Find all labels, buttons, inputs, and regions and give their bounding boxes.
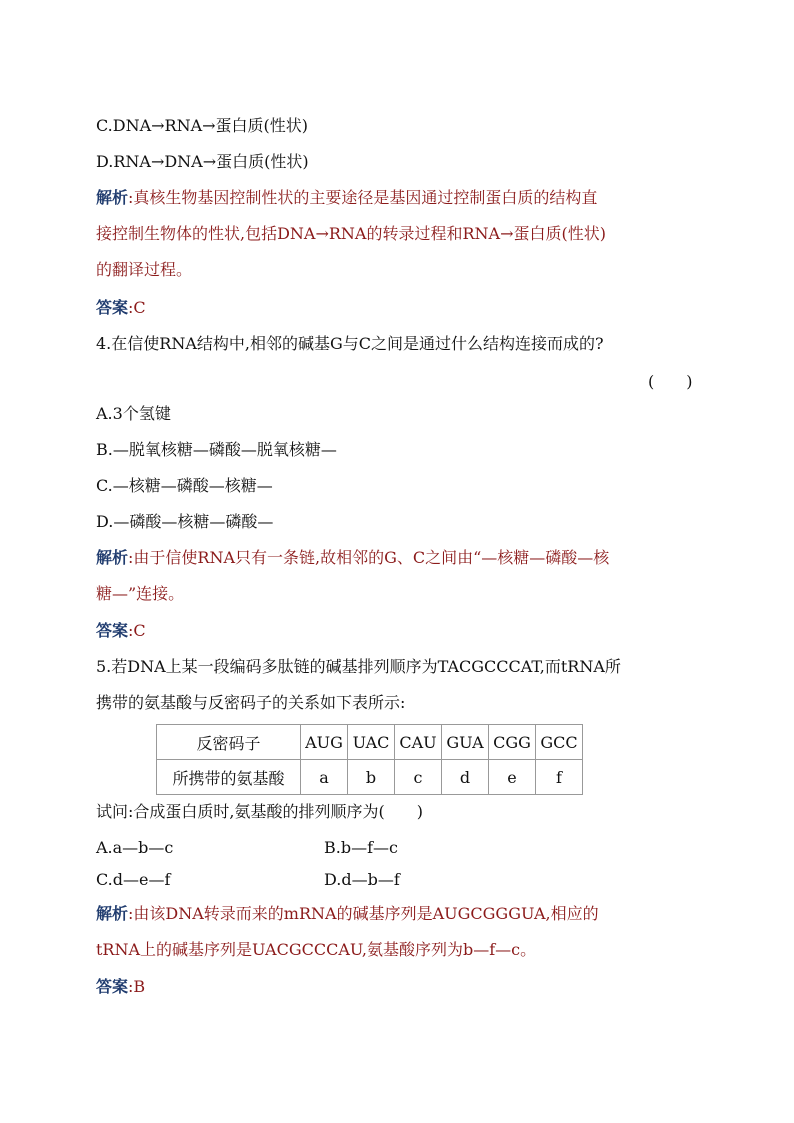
q5-analysis-line1 xyxy=(96,903,599,925)
anticodon-cell: CGG xyxy=(489,725,536,760)
anticodon-cell: UAC xyxy=(348,725,395,760)
answer-label: 答案 xyxy=(96,298,129,317)
amino-acid-cell: d xyxy=(442,760,489,795)
q5-option-b: B.b—f—c xyxy=(324,838,398,857)
answer-value: :B xyxy=(128,977,146,996)
answer-label: 答案 xyxy=(96,621,129,640)
q5-analysis-line2: tRNA上的碱基序列是UACGCCCAU,氨基酸序列为b—f—c。 xyxy=(96,940,537,959)
q4-option-c: C.—核糖—磷酸—核糖— xyxy=(96,476,273,495)
answer-label: 答案 xyxy=(96,977,129,996)
q3-analysis-line2: 接控制生物体的性状,包括DNA→RNA的转录过程和RNA→蛋白质(性状) xyxy=(96,224,606,243)
anticodon-cell: AUG xyxy=(301,725,348,760)
q5-option-a: A.a—b—c xyxy=(96,838,174,857)
anticodon-cell: GUA xyxy=(442,725,489,760)
answer-value: :C xyxy=(128,298,146,317)
amino-acid-cell: a xyxy=(301,760,348,795)
table-row-amino-acid xyxy=(157,760,583,795)
q5-option-c: C.d—e—f xyxy=(96,870,171,889)
analysis-label: 解析 xyxy=(96,188,129,207)
q3-analysis-line3: 的翻译过程。 xyxy=(96,260,193,279)
table-header-amino-acid: 所携带的氨基酸 xyxy=(157,760,301,795)
amino-acid-cell: f xyxy=(536,760,583,795)
q4-stem: 4.在信使RNA结构中,相邻的碱基G与C之间是通过什么结构连接而成的? xyxy=(96,334,604,353)
q4-answer-blank: ( ) xyxy=(648,372,693,391)
amino-acid-cell: c xyxy=(395,760,442,795)
q4-option-a: A.3个氢键 xyxy=(96,404,171,423)
amino-acid-cell: b xyxy=(348,760,395,795)
answer-value: :C xyxy=(128,621,146,640)
q4-analysis-line1 xyxy=(96,547,609,569)
analysis-text: :真核生物基因控制性状的主要途径是基因通过控制蛋白质的结构直 xyxy=(128,188,598,207)
q3-option-d: D.RNA→DNA→蛋白质(性状) xyxy=(96,152,309,171)
analysis-label: 解析 xyxy=(96,904,129,923)
q5-answer xyxy=(96,976,145,998)
analysis-text: :由该DNA转录而来的mRNA的碱基序列是AUGCGGGUA,相应的 xyxy=(128,904,599,923)
table-header-anticodon: 反密码子 xyxy=(157,725,301,760)
anticodon-cell: CAU xyxy=(395,725,442,760)
q3-answer xyxy=(96,297,146,319)
q5-stem-line2: 携带的氨基酸与反密码子的关系如下表所示: xyxy=(96,693,406,712)
q4-option-d: D.—磷酸—核糖—磷酸— xyxy=(96,512,274,531)
q4-option-b: B.—脱氧核糖—磷酸—脱氧核糖— xyxy=(96,440,337,459)
table-row-anticodon xyxy=(157,725,583,760)
analysis-label: 解析 xyxy=(96,548,129,567)
q5-question: 试问:合成蛋白质时,氨基酸的排列顺序为( ) xyxy=(96,802,423,821)
q4-answer xyxy=(96,620,146,642)
q4-analysis-line2: 糖—”连接。 xyxy=(96,584,185,603)
anticodon-table xyxy=(156,724,583,795)
q5-stem-line1: 5.若DNA上某一段编码多肽链的碱基排列顺序为TACGCCCAT,而tRNA所 xyxy=(96,657,621,676)
amino-acid-cell: e xyxy=(489,760,536,795)
analysis-text: :由于信使RNA只有一条链,故相邻的G、C之间由“—核糖—磷酸—核 xyxy=(128,548,610,567)
q3-option-c: C.DNA→RNA→蛋白质(性状) xyxy=(96,116,309,135)
q5-option-d: D.d—b—f xyxy=(324,870,400,889)
anticodon-cell: GCC xyxy=(536,725,583,760)
q3-analysis-line1 xyxy=(96,187,597,209)
